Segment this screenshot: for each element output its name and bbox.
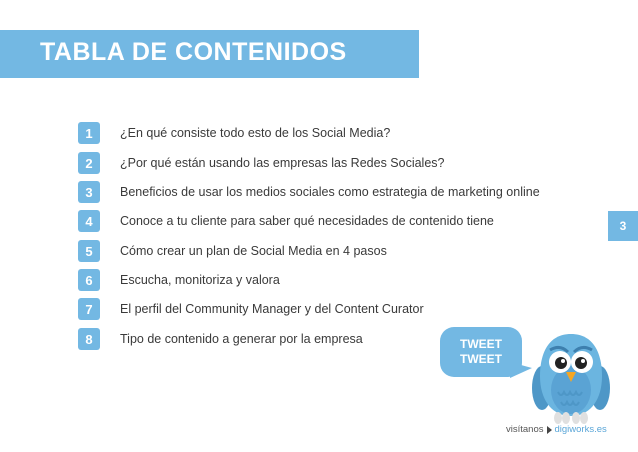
toc-item-text[interactable]: Escucha, monitoriza y valora [120,273,280,287]
bird-mascot-icon [528,328,614,424]
toc-item-text[interactable]: El perfil del Community Manager y del Content Curator [120,302,424,316]
toc-item-text[interactable]: Tipo de contenido a generar por la empresa [120,332,363,346]
number-badge: 1 [78,122,100,144]
toc-item-text[interactable]: Cómo crear un plan de Social Media en 4 pasos [120,244,387,258]
footer [506,424,607,435]
toc-item-8[interactable] [78,327,363,351]
toc-item-text[interactable]: ¿En qué consiste todo esto de los Social Media? [120,126,391,140]
toc-item-5[interactable] [78,239,387,263]
bubble-text-line: TWEET [460,352,502,366]
toc-item-6[interactable] [78,268,280,292]
number-badge: 4 [78,210,100,232]
page-number-badge: 3 [608,211,638,241]
toc-item-3[interactable] [78,180,540,204]
toc-item-text[interactable]: Beneficios de usar los medios sociales como estrategia de marketing online [120,185,540,199]
number-badge: 2 [78,152,100,174]
toc-item-text[interactable]: Conoce a tu cliente para saber qué necesidades de contenido tiene [120,214,494,228]
toc-item-7[interactable] [78,297,424,321]
page-title: TABLA DE CONTENIDOS [40,38,347,66]
toc-item-4[interactable] [78,209,494,233]
number-badge: 5 [78,240,100,262]
bubble-text-line: TWEET [460,337,502,351]
footer-label: visítanos [506,424,544,435]
number-badge: 3 [78,181,100,203]
number-badge: 8 [78,328,100,350]
speech-bubble [440,327,522,377]
triangle-right-icon [547,426,552,434]
footer-link[interactable]: digiworks.es [554,424,607,435]
number-badge: 6 [78,269,100,291]
number-badge: 7 [78,298,100,320]
toc-item-2[interactable] [78,151,445,175]
toc-item-1[interactable] [78,121,391,145]
toc-item-text[interactable]: ¿Por qué están usando las empresas las Redes Sociales? [120,156,445,170]
